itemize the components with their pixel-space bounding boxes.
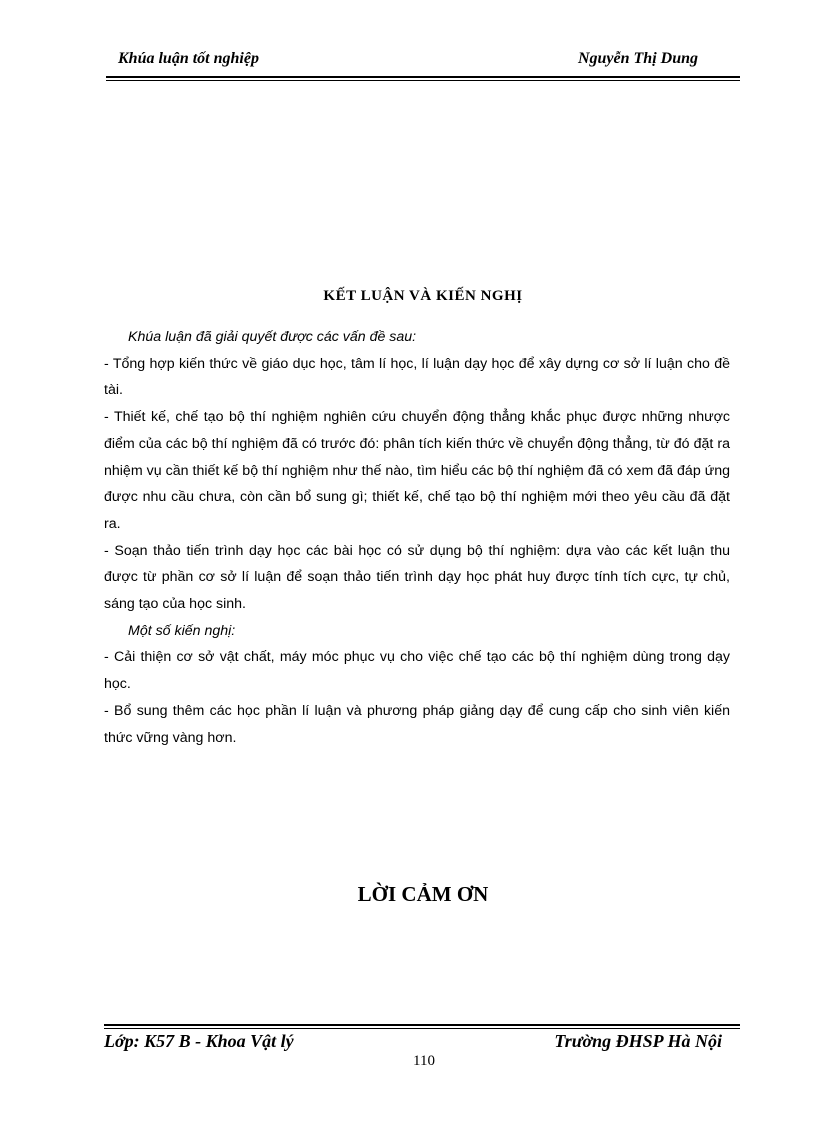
list-item: - Thiết kế, chế tạo bộ thí nghiệm nghiên cứu chuyển động thẳng khắc phục được những nhược điểm của các bộ thí nghiệm đã có trước đó: phân tích kiến thức về chuyển động thẳng, từ đó đặt ra nhiệm vụ cần thiết kế bộ thí nghiệm như thế nào, tìm hiểu các bộ thí nghiệm đã có xem đã đáp ứng được nhu cầu chưa, còn cần bổ sung gì; thiết kế, chế tạo bộ thí nghiệm mới theo yêu cầu đã đặt ra. xyxy=(104,409,730,532)
header-thesis-label: Khúa luận tốt nghiệp xyxy=(118,50,259,67)
footer-rule xyxy=(104,1024,740,1026)
footer-class: Lớp: K57 B - Khoa Vật lý xyxy=(104,1031,294,1051)
footer-school: Trường ĐHSP Hà Nội xyxy=(554,1031,722,1051)
lead-solved-issues: Khúa luận đã giải quyết được các vấn đề sau: xyxy=(128,329,417,345)
list-item: - Soạn thảo tiến trình dạy học các bài học có sử dụng bộ thí nghiệm: dựa vào các kết luận thu được từ phần cơ sở lí luận để soạn thảo tiến trình dạy học phát huy được tính tích cực, tự chủ, sáng tạo của học sinh. xyxy=(104,542,730,613)
header-author: Nguyễn Thị Dung xyxy=(577,50,698,67)
list-item: - Tổng hợp kiến thức về giáo dục học, tâm lí học, lí luận dạy học để xây dựng cơ sở lí luận cho đề tài. xyxy=(104,355,730,399)
header-rule xyxy=(106,76,740,78)
header-rule-thin xyxy=(106,80,740,81)
thanks-heading: LỜI CẢM ƠN xyxy=(357,882,489,906)
section-title: KẾT LUẬN VÀ KIẾN NGHỊ xyxy=(323,288,523,304)
page-header xyxy=(106,50,740,74)
list-item: - Cải thiện cơ sở vật chất, máy móc phục vụ cho việc chế tạo các bộ thí nghiệm dùng trong dạy học. xyxy=(104,649,730,693)
lead-recommendations: Một số kiến nghị: xyxy=(128,622,236,639)
footer-rule-thin xyxy=(104,1028,740,1029)
list-item: - Bổ sung thêm các học phần lí luận và phương pháp giảng dạy để cung cấp cho sinh viên kiến thức vững vàng hơn. xyxy=(104,702,730,746)
page-number: 110 xyxy=(413,1053,435,1069)
section-body xyxy=(104,324,730,751)
